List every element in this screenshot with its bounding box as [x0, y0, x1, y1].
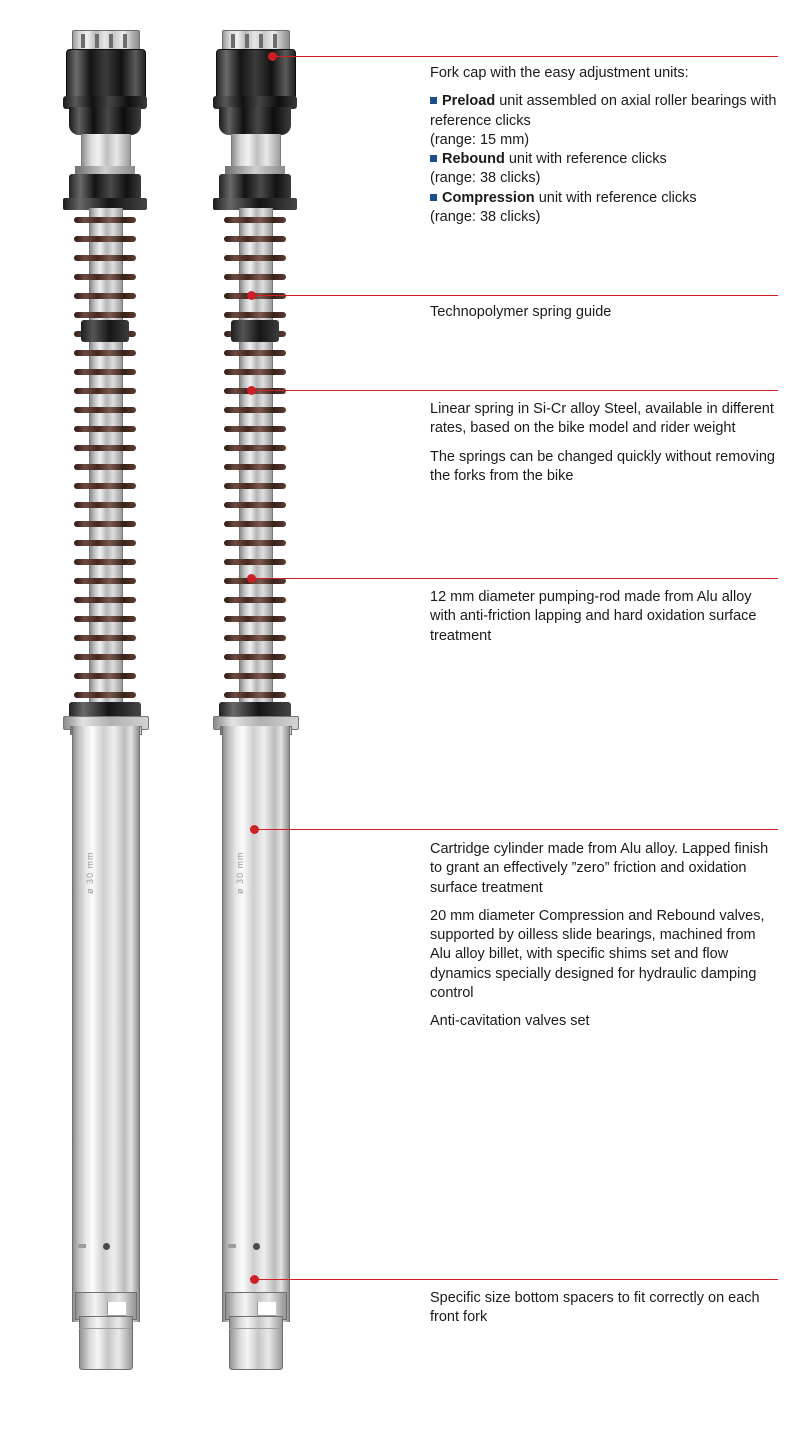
fork-cap-body — [216, 49, 296, 103]
fork-spring — [69, 210, 141, 710]
callout-paragraph: Anti-cavitation valves set — [430, 1013, 590, 1030]
preload-collar — [69, 174, 141, 200]
right-fork-illustration — [195, 30, 315, 1390]
callout-intro: Fork cap with the easy adjustment units: — [430, 65, 689, 81]
cartridge-cylinder — [72, 726, 140, 1322]
callout-paragraph: 20 mm diameter Compression and Rebound valves, supported by oilless slide bearings, machined from Alu alloy billet, with specific shims set and flow dynamics specially designed for hydraulic damping control — [430, 907, 765, 1001]
square-bullet-icon — [430, 155, 437, 162]
item-label: Preload — [442, 93, 496, 110]
fork-cap-cone — [69, 107, 141, 135]
fork-cap-body — [66, 49, 146, 103]
item-text: unit with reference clicks — [534, 189, 697, 206]
callout-paragraph: Cartridge cylinder made from Alu alloy. Lapped finish to grant an effectively ”zero” friction and oxidation surface treatment — [430, 841, 769, 896]
callout-text — [430, 303, 778, 322]
callout-item-rebound — [430, 150, 778, 169]
callout-text — [430, 1289, 778, 1328]
bottom-spacer — [79, 1316, 133, 1370]
callout-item-preload — [430, 92, 778, 131]
bottom-spacer — [229, 1316, 283, 1370]
preload-collar — [219, 174, 291, 200]
square-bullet-icon — [430, 194, 437, 201]
cylinder-marking — [228, 1244, 236, 1248]
callout-item-compression — [430, 189, 778, 208]
callout-paragraph: The springs can be changed quickly without removing the forks from the bike — [430, 448, 775, 484]
item-text: unit assembled on axial roller bearings with reference clicks — [430, 93, 777, 129]
callout-leader-line — [255, 390, 778, 391]
cylinder-bleed-hole — [103, 1243, 110, 1250]
fork-cap-bolts — [222, 30, 290, 51]
cylinder-etching: ø 30 mm — [235, 851, 245, 894]
square-bullet-icon — [430, 97, 437, 104]
bottom-spacer-notch — [257, 1302, 276, 1316]
technopolymer-spring-guide — [231, 320, 279, 342]
callout-leader-line — [255, 295, 778, 296]
left-fork-illustration — [45, 30, 165, 1390]
callout-text — [430, 64, 778, 227]
cylinder-etching: ø 30 mm — [85, 851, 95, 894]
item-label: Compression — [442, 189, 535, 206]
cylinder-bleed-hole — [253, 1243, 260, 1250]
fork-neck — [231, 134, 281, 168]
callout-leader-line — [276, 56, 778, 57]
fork-spring — [219, 210, 291, 710]
cartridge-cylinder — [222, 726, 290, 1322]
callout-paragraph: Technopolymer spring guide — [430, 304, 612, 320]
fork-neck — [81, 134, 131, 168]
fork-cap-cone — [219, 107, 291, 135]
callout-paragraph: 12 mm diameter pumping-rod made from Alu alloy with anti-friction lapping and hard oxidation surface treatment — [430, 589, 757, 644]
technopolymer-spring-guide — [81, 320, 129, 342]
callout-item-rebound-range: (range: 38 clicks) — [430, 170, 541, 187]
callout-text — [430, 588, 778, 646]
callout-leader-line — [258, 1279, 778, 1280]
callout-item-preload-range: (range: 15 mm) — [430, 131, 530, 148]
fork-cap-bolts — [72, 30, 140, 51]
callout-text — [430, 840, 778, 1032]
callout-leader-line — [255, 578, 778, 579]
bottom-spacer-seam — [229, 1328, 281, 1329]
callout-paragraph: Linear spring in Si-Cr alloy Steel, available in different rates, based on the bike model and rider weight — [430, 401, 774, 437]
cylinder-marking — [78, 1244, 86, 1248]
bottom-spacer-notch — [107, 1302, 126, 1316]
callout-text — [430, 400, 778, 486]
bottom-spacer-seam — [79, 1328, 131, 1329]
callout-item-compression-range: (range: 38 clicks) — [430, 208, 541, 225]
item-text: unit with reference clicks — [504, 151, 667, 168]
callout-leader-line — [258, 829, 778, 830]
item-label: Rebound — [442, 151, 505, 168]
callout-paragraph: Specific size bottom spacers to fit correctly on each front fork — [430, 1290, 760, 1326]
